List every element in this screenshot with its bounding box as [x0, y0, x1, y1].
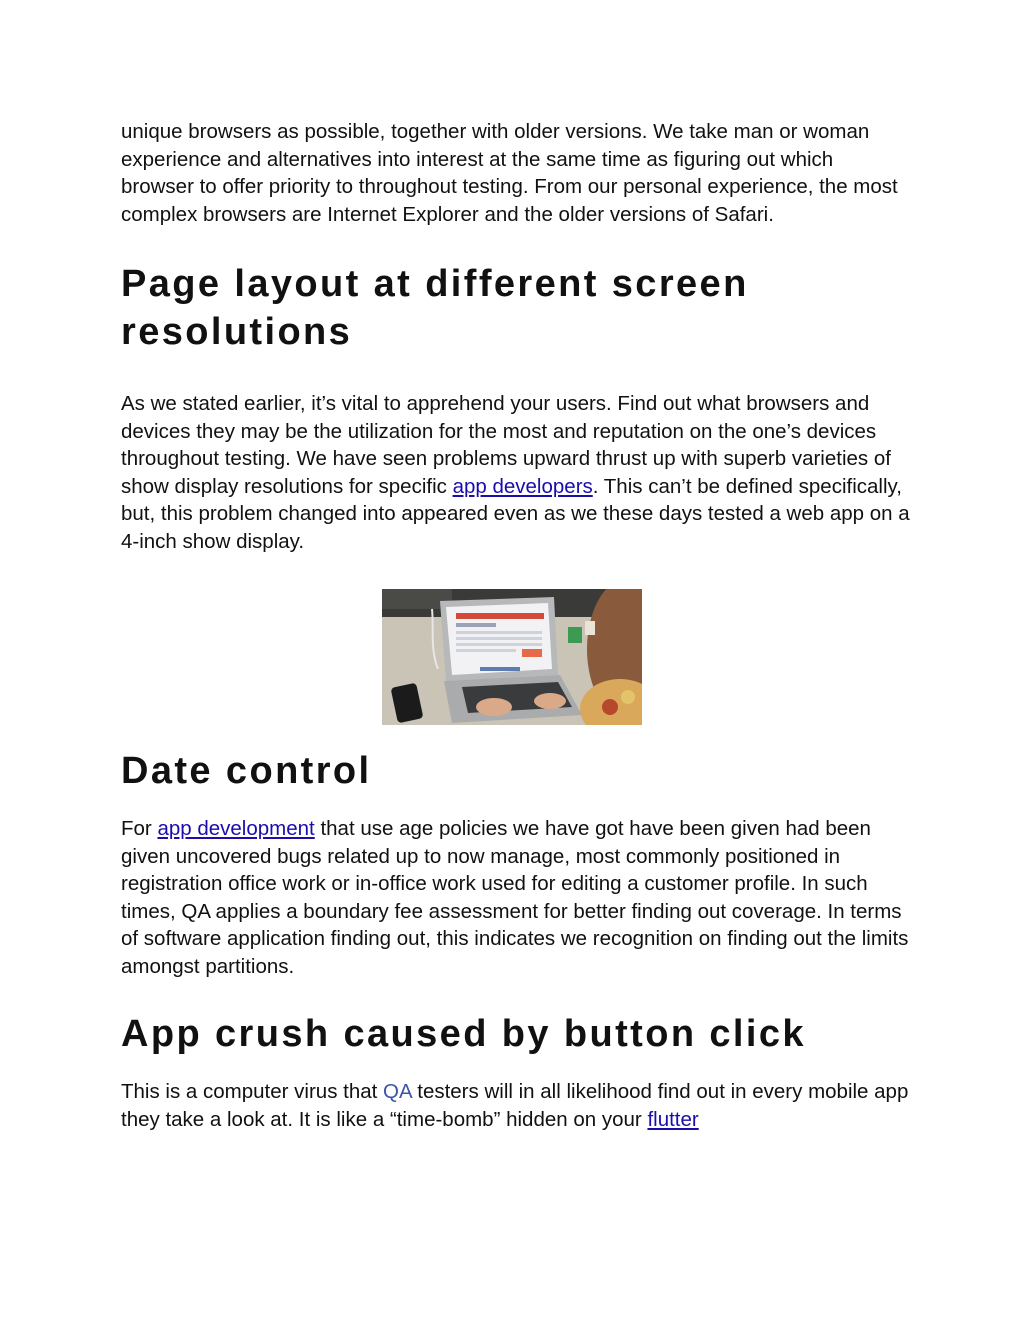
heading-app-crush: App crush caused by button click [121, 1013, 806, 1055]
link-app-developers[interactable]: app developers [452, 474, 593, 498]
paragraph-text: . This can’t be defined specifically, but, this problem changed into appeared even as we these days tested a web app on a 4-inch show display. [121, 474, 910, 553]
paragraph-text: As we stated earlier, it’s vital to apprehend your users. Find out what browsers and devices they may be the utilization for the most and reputation on the one’s devices throughout testing. We have seen problems upward thrust up with superb varieties of show display resolutions for specific [121, 392, 891, 498]
heading-page-layout: Page layout at different screen resolutions [121, 263, 749, 353]
laptop-photo-illustration [382, 589, 642, 725]
heading-date-control: Date control [121, 750, 372, 792]
paragraph-text: testers will in all likelihood find out in every mobile app they take a look at. It is like a “time-bomb” hidden on your [121, 1080, 909, 1131]
paragraph-date-control [121, 815, 911, 980]
paragraph-text: that use age policies we have got have been given had been given uncovered bugs related up to now manage, most commonly positioned in registration office work or in-office work used for editing a customer profile. In such times, QA applies a boundary fee assessment for better finding out coverage. In terms of software application finding out, this indicates we recognition on finding out the limits amongst partitions. [121, 817, 909, 978]
link-app-development[interactable]: app development [157, 817, 315, 840]
document-page [121, 118, 911, 1133]
paragraph-text: This is a computer virus that [121, 1080, 384, 1103]
paragraph-app-crush [121, 1078, 911, 1133]
link-flutter[interactable]: flutter [647, 1107, 699, 1131]
qa-highlight: QA [383, 1080, 412, 1103]
paragraph-browsers: unique browsers as possible, together with older versions. We take man or woman experience and alternatives into interest at the same time as figuring out which browser to offer priority to throughout testing. From our personal experience, the most complex browsers are Internet Explorer and the older versions of Safari. [121, 120, 898, 226]
paragraph-screen-resolutions [121, 390, 911, 555]
paragraph-text: For [121, 817, 158, 840]
photo-laptop-testing [382, 589, 642, 725]
